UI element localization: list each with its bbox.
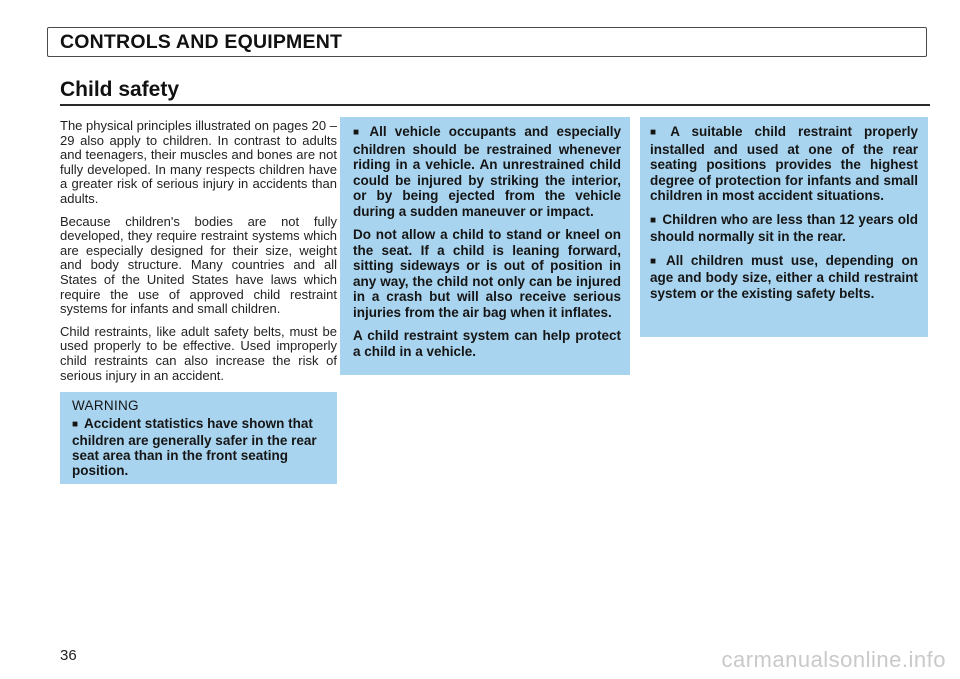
- intro-paragraph: Because children's bodies are not fully developed, they require restraint systems which are especially designed for their size, weight and body structure. Many countries and all States of the United States have laws which require the use of approved child restraint systems for infants and small children.: [60, 213, 337, 317]
- bullet-icon: ■: [353, 127, 364, 138]
- page-number: 36: [60, 647, 77, 664]
- warning-text: All vehicle occupants and especially children should be restrained whenever riding in a vehicle. An unrestrained child could be injured by striking the interior, or by being ejected from the vehicle during a sudden maneuver or impact.: [353, 124, 621, 219]
- section-title: Child safety: [60, 78, 180, 101]
- warning-label: WARNING: [72, 398, 139, 413]
- warning-item: [72, 416, 325, 478]
- info-text: Children who are less than 12 years old should normally sit in the rear.: [650, 211, 918, 244]
- warning-item: [353, 124, 621, 219]
- warning-paragraph: A child restraint system can help protect a child in a vehicle.: [353, 328, 621, 359]
- intro-paragraph: Child restraints, like adult safety belts, must be used properly to be effective. Used improperly child restraints can also increase the risk of serious injury in an accident.: [60, 323, 337, 383]
- bullet-icon: ■: [72, 419, 79, 430]
- bullet-icon: ■: [650, 214, 657, 226]
- info-text: A suitable child restraint properly installed and used at one of the rear seating positions provides the highest degree of protection for infants and small children in most accident situations.: [650, 124, 918, 203]
- restraint-info-box: [640, 117, 928, 337]
- intro-paragraph: The physical principles illustrated on pages 20 – 29 also apply to children. In contrast to adults and teenagers, their muscles and bones are not fully developed. In many respects children have a greater risk of serious injury in accidents than adults.: [60, 118, 337, 206]
- chapter-header-box: [47, 27, 927, 57]
- section-divider: [60, 104, 930, 106]
- chapter-title: CONTROLS AND EQUIPMENT: [60, 31, 343, 53]
- intro-column: [60, 119, 337, 391]
- occupant-warning-box: [340, 117, 630, 375]
- info-item: [650, 253, 918, 302]
- info-text: All children must use, depending on age and body size, either a child restraint system or the existing safety belts.: [650, 252, 918, 301]
- info-item: [650, 124, 918, 204]
- warning-paragraph: Do not allow a child to stand or kneel on the seat. If a child is leaning forward, sitting sideways or is out of position in any way, the child not only can be injured in a crash but will also receive serious injuries from the air bag when it inflates.: [353, 227, 621, 320]
- warning-box: [60, 392, 337, 484]
- info-item: [650, 212, 918, 245]
- bullet-icon: ■: [650, 127, 665, 138]
- bullet-icon: ■: [650, 255, 660, 267]
- watermark: carmanualsonline.info: [721, 647, 946, 672]
- warning-text: Accident statistics have shown that children are generally safer in the rear seat area than in the front seating position.: [72, 416, 317, 478]
